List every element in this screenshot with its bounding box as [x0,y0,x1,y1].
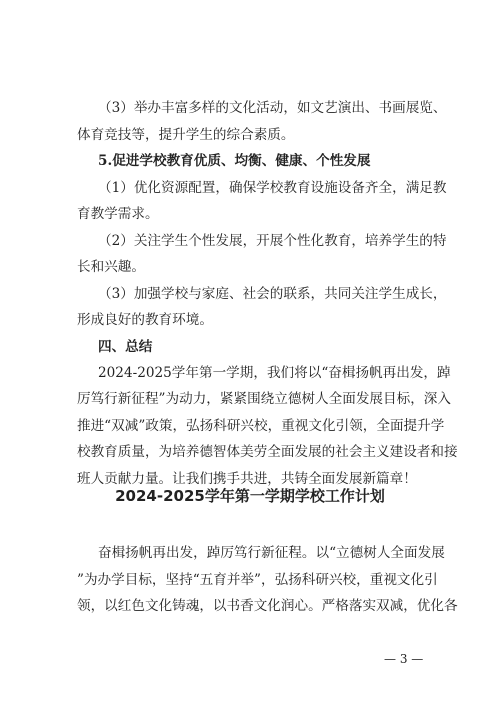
section-heading: 四、总结 [98,339,153,355]
paragraph-line: （2）关注学生个性发展，开展个性化教育，培养学生的特 [98,233,447,249]
paragraph-line: 2024-2025学年第一学期，我们将以“奋楫扬帆再出发，踔 [98,365,451,381]
paragraph-line: 育教学需求。 [77,206,159,222]
paragraph-line: 奋楫扬帆再出发，踔厉笃行新征程。以“立德树人全面发展 [98,545,445,561]
paragraph-line: ”为办学目标，坚持“五育并举”，弘扬科研兴校，重视文化引 [77,572,438,588]
paragraph-line: 班人贡献力量。让我们携手共进，共铸全面发展新篇章！ [77,471,417,487]
section-heading: 5.促进学校教育优质、均衡、健康、个性发展 [98,153,371,169]
paragraph-line: （1）优化资源配置，确保学校教育设施设备齐全，满足教 [98,180,447,196]
paragraph-line: 推进“双减”政策，弘扬科研兴校，重视文化引领，全面提升学 [77,418,445,434]
paragraph-line: （3）举办丰富多样的文化活动，如文艺演出、书画展览、 [98,100,447,116]
paragraph-line: 长和兴趣。 [77,259,145,275]
page-number: — 3 — [384,652,424,666]
paragraph-line: 厉笃行新征程”为动力，紧紧围绕立德树人全面发展目标，深入 [77,391,451,407]
paragraph-line: （3）加强学校与家庭、社会的联系，共同关注学生成长， [98,286,447,302]
document-title: 2024-2025学年第一学期学校工作计划 [115,487,385,505]
paragraph-line: 体育竞技等，提升学生的综合素质。 [77,127,295,143]
paragraph-line: 领，以红色文化铸魂，以书香文化润心。严格落实双减，优化各 [77,598,458,614]
paragraph-line: 形成良好的教育环境。 [77,312,213,328]
paragraph-line: 校教育质量，为培养德智体美劳全面发展的社会主义建设者和接 [77,444,458,460]
